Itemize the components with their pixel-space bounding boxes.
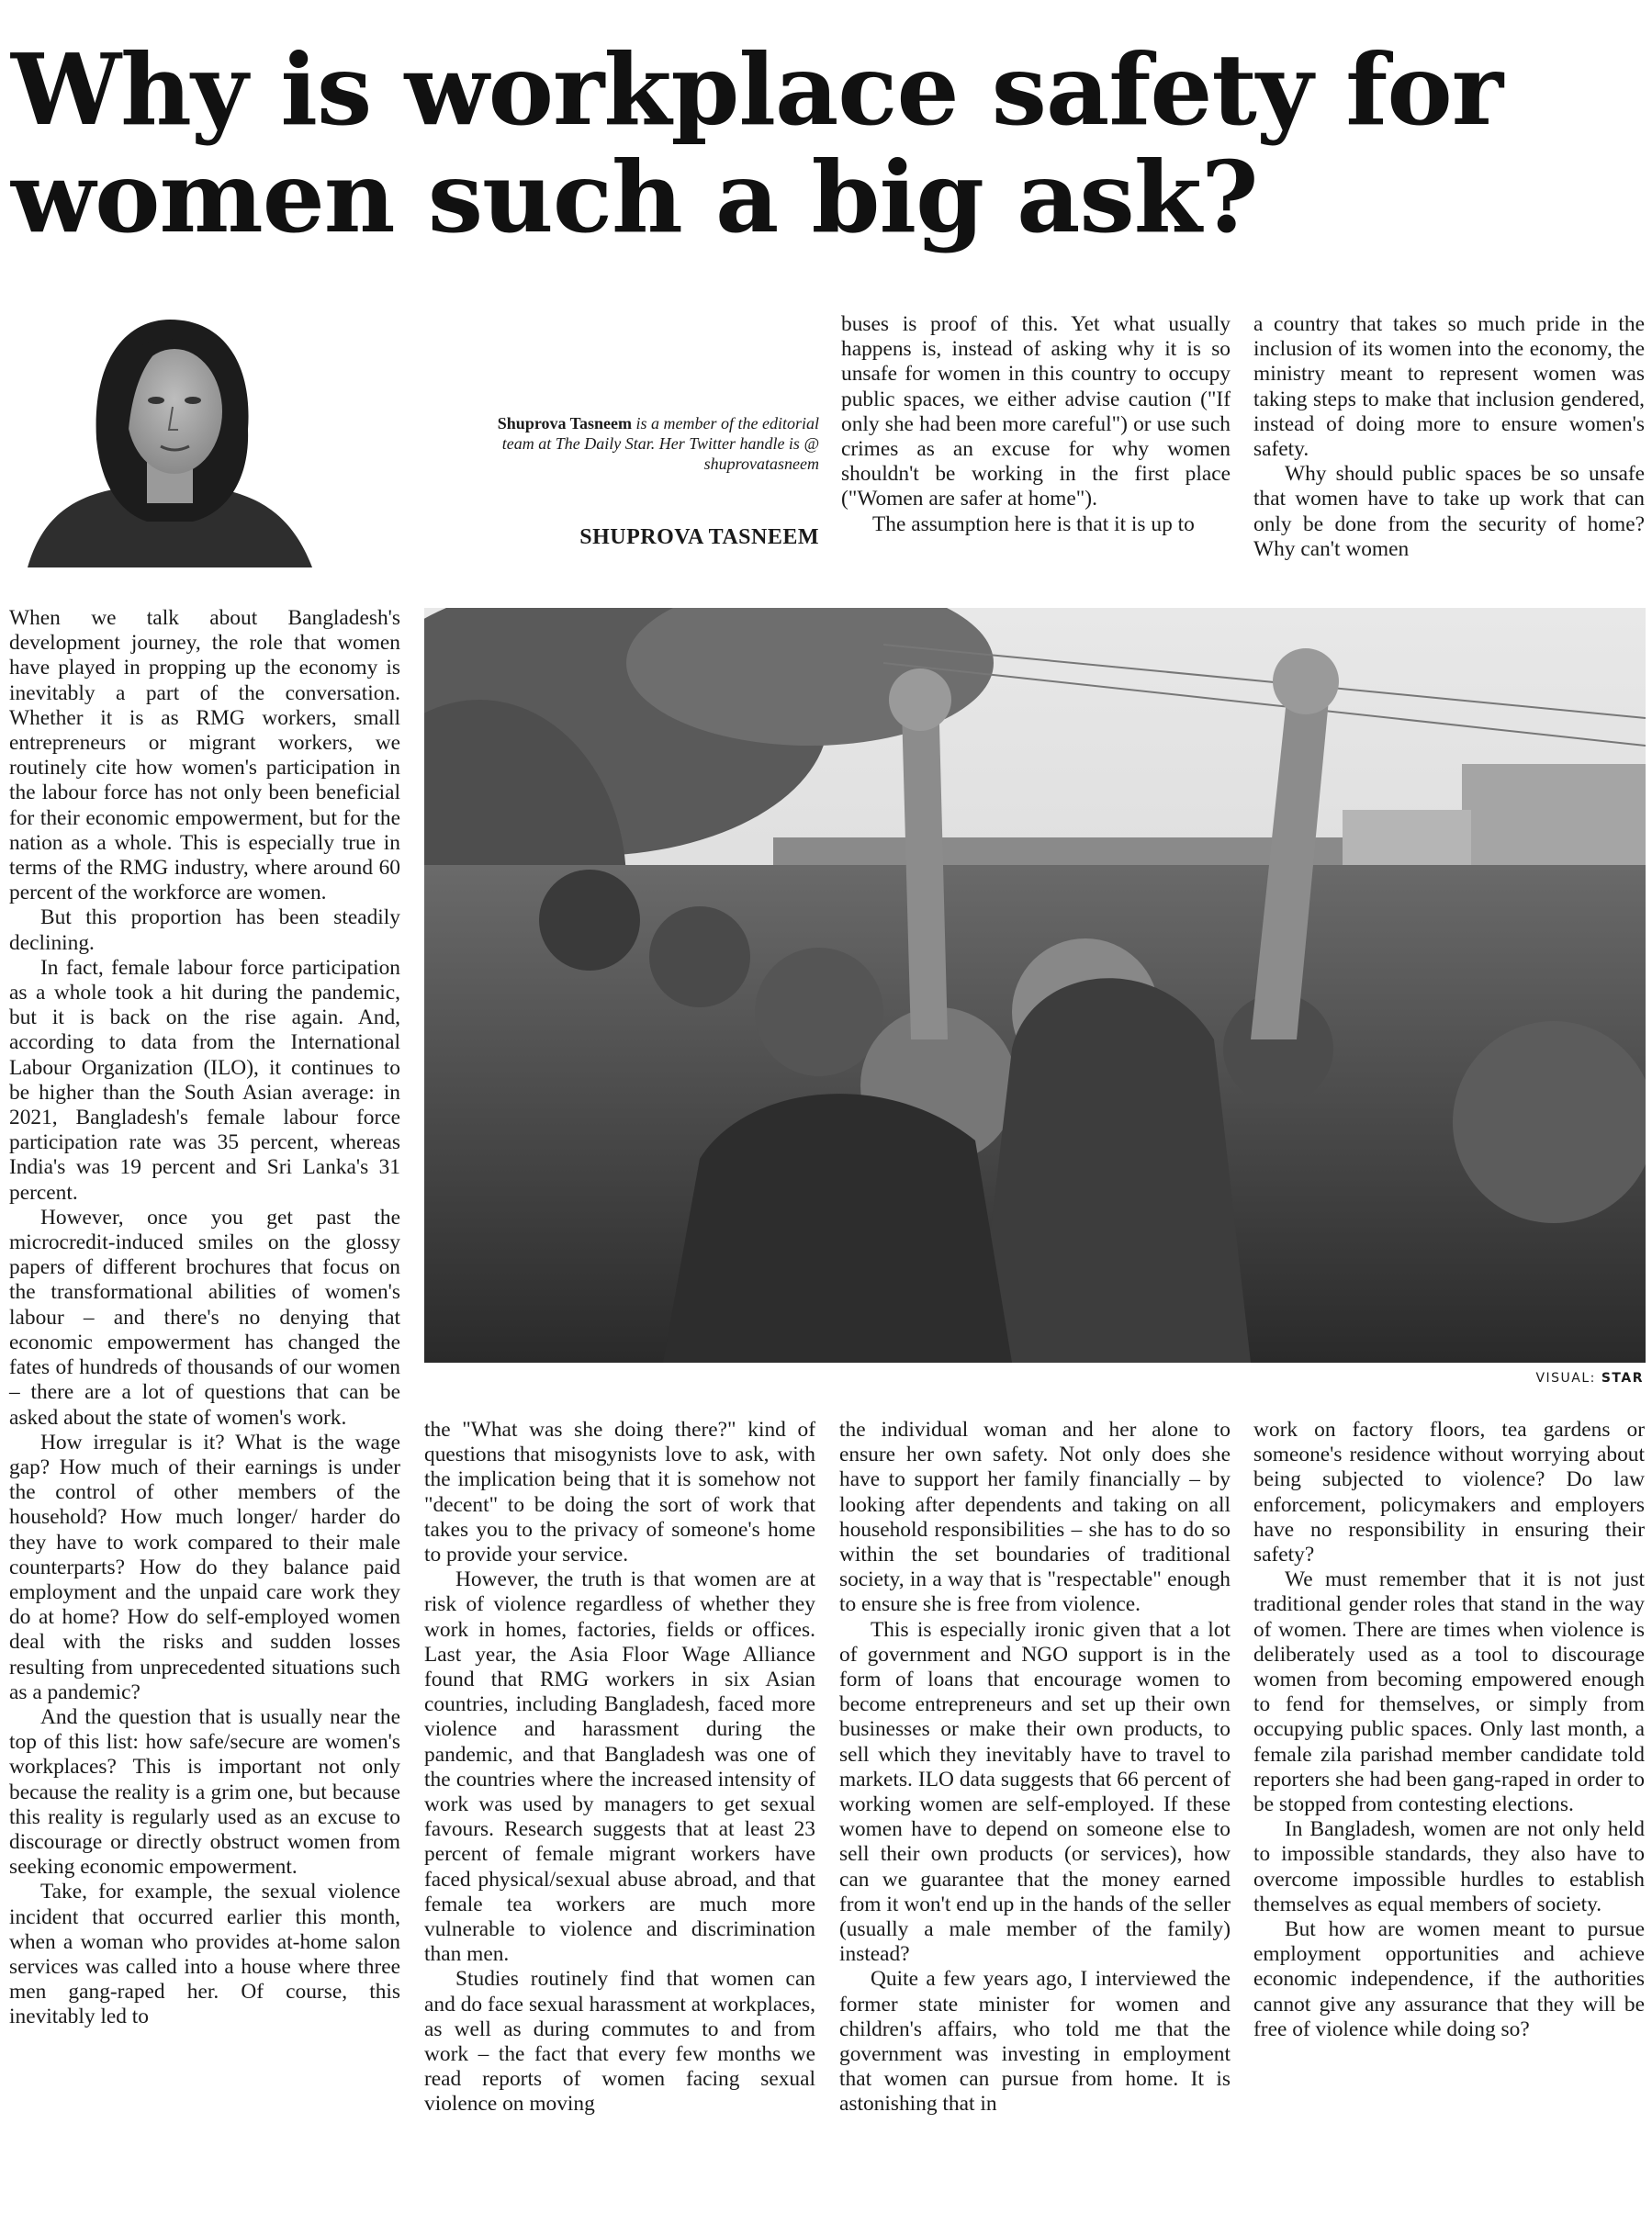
protest-photo (424, 608, 1646, 1363)
paragraph: work on factory floors, tea gardens or someone's residence without worrying about being subjected to violence? Do law enforcement, policymakers and employers have no responsibility in ensuring their safety? (1253, 1418, 1645, 1567)
headline-line-1: Why is workplace safety for (11, 33, 1503, 148)
photo-credit (1377, 1371, 1644, 1386)
column-1 (9, 606, 400, 2030)
photo-credit-label: VISUAL: (1535, 1371, 1596, 1386)
paragraph: How irregular is it? What is the wage gap? How much of their earnings is under the control of other members of the household? How much longer/ harder do they have to work compared to their male counterparts? How do they balance paid employment and the unpaid care work they do at home? How do self-employed women deal with the risks and sudden losses resulting from unprecedented situations such as a pandemic? (9, 1430, 400, 1704)
column-2 (424, 1418, 815, 2118)
headline (11, 33, 1646, 255)
paragraph: the individual woman and her alone to ensure her own safety. Not only does she have to support her family financially – by looking after dependents and taking on all household responsibilities – she has to do so within the set boundaries of traditional society, in a way that is "respectable" enough to ensure she is free from violence. (839, 1418, 1231, 1617)
paragraph: This is especially ironic given that a lot of government and NGO support is in the form of loans that encourage women to become entrepreneurs and set up their own businesses or make their own products, to sell which they inevitably have to travel to markets. ILO data suggests that 66 percent of working women are self-employed. If these women have to depend on someone else to sell their own products (or services), how can we guarantee that the money earned from it won't end up in the hands of the seller (usually a male member of the family) instead? (839, 1617, 1231, 1967)
paragraph: Take, for example, the sexual violence incident that occurred earlier this month, when a woman who provides at-home salon services was called into a house where three men gang-raped her. Of course, this inevitably led to (9, 1880, 400, 2029)
paragraph: However, once you get past the microcredit-induced smiles on the glossy papers of different brochures that focus on the transformational abilities of women's labour – and there's no denying that economic empowerment has changed the fates of hundreds of thousands of our women – there are a lot of questions that can be asked about the state of women's work. (9, 1205, 400, 1430)
paragraph: When we talk about Bangladesh's development journey, the role that women have played in propping up the economy is inevitably a part of the conversation. Whether it is as RMG workers, small entrepreneurs or migrant workers, we routinely cite how women's participation in the labour force has not only been beneficial for their economic empowerment, but for the nation as a whole. This is especially true in terms of the RMG industry, where around 60 percent of the workforce are women. (9, 606, 400, 905)
paragraph: And the question that is usually near the top of this list: how safe/secure are women's workplaces? This is important not only because the reality is a grim one, but because this reality is regularly used as an excuse to discourage or directly obstruct women from seeking economic empowerment. (9, 1704, 400, 1880)
photo-credit-source: STAR (1601, 1371, 1644, 1386)
paragraph: buses is proof of this. Yet what usually happens is, instead of asking why it is so unsafe for women in this country to occupy public spaces, we either advise caution ("If only she had been more careful") or use such crimes as an excuse for why women shouldn't be working in the first place ("Women are safer at home"). (841, 312, 1231, 511)
author-name: Shuprova Tasneem (497, 414, 633, 432)
column-4 (1253, 1418, 1645, 2042)
paragraph: However, the truth is that women are at risk of violence regardless of whether they work in homes, factories, fields or offices. Last year, the Asia Floor Wage Alliance found that RMG workers in six Asian countries, including Bangladesh, faced more violence and harassment during the pandemic, and that Bangladesh was one of the countries where the increased intensity of work was used by managers to get sexual favours. Research suggests that at least 23 percent of female migrant workers have faced physical/sexual abuse abroad, and that female tea workers are much more vulnerable to violence and discrimination than men. (424, 1567, 815, 1967)
paragraph: In fact, female labour force participation as a whole took a hit during the pandemic, but it is back on the rise again. And, according to data from the International Labour Organization (ILO), it continues to be higher than the South Asian average: in 2021, Bangladesh's female labour force participation rate was 35 percent, whereas India's was 19 percent and Sri Lanka's 31 percent. (9, 955, 400, 1205)
paragraph: the "What was she doing there?" kind of questions that misogynists love to ask, with the implication being that it is somehow not "decent" to be doing the sort of work that takes you to the privacy of someone's home to provide your service. (424, 1418, 815, 1567)
column-4-top (1253, 312, 1645, 562)
paragraph: Why should public spaces be so unsafe that women have to take up work that can only be done from the security of home? Why can't women (1253, 462, 1645, 561)
column-3-top (841, 312, 1231, 537)
author-byline: SHUPROVA TASNEEM (579, 525, 819, 549)
paragraph: a country that takes so much pride in the inclusion of its women into the economy, the ministry meant to represent women was taking steps to make that inclusion gendered, instead of doing more to ensure women's safety. (1253, 312, 1645, 462)
paragraph: But how are women meant to pursue employment opportunities and achieve economic independence, if the authorities cannot give any assurance that they will be free of violence while doing so? (1253, 1917, 1645, 2041)
column-3 (839, 1418, 1231, 2118)
paragraph: We must remember that it is not just traditional gender roles that stand in the way of women. There are times when violence is deliberately used as a tool to discourage women from becoming empowered enough to fend for themselves, or simply from occupying public spaces. Only last month, a female zila parishad member candidate told reporters she had been gang-raped in order to be stopped from contesting elections. (1253, 1567, 1645, 1817)
author-bio (478, 413, 819, 474)
headline-line-2: women such a big ask? (11, 140, 1258, 255)
paragraph: Quite a few years ago, I interviewed the former state minister for women and children's affairs, who told me that the government was investing in employment that women can pursue from home. It is astonishing that in (839, 1967, 1231, 2117)
paragraph: The assumption here is that it is up to (872, 511, 1195, 536)
paragraph: But this proportion has been steadily declining. (9, 905, 400, 955)
paragraph: In Bangladesh, women are not only held to impossible standards, they also have to overcome impossible hurdles to establish themselves as equal members of society. (1253, 1817, 1645, 1916)
author-bio-text: is a member of the editorial team at The Daily Star. Her Twitter handle is @ shuprovatasneem (501, 414, 819, 473)
author-portrait (9, 301, 331, 567)
paragraph: Studies routinely find that women can and do face sexual harassment at workplaces, as well as during commutes to and from work – the fact that every few months we read reports of women facing sexual violence on moving (424, 1967, 815, 2117)
